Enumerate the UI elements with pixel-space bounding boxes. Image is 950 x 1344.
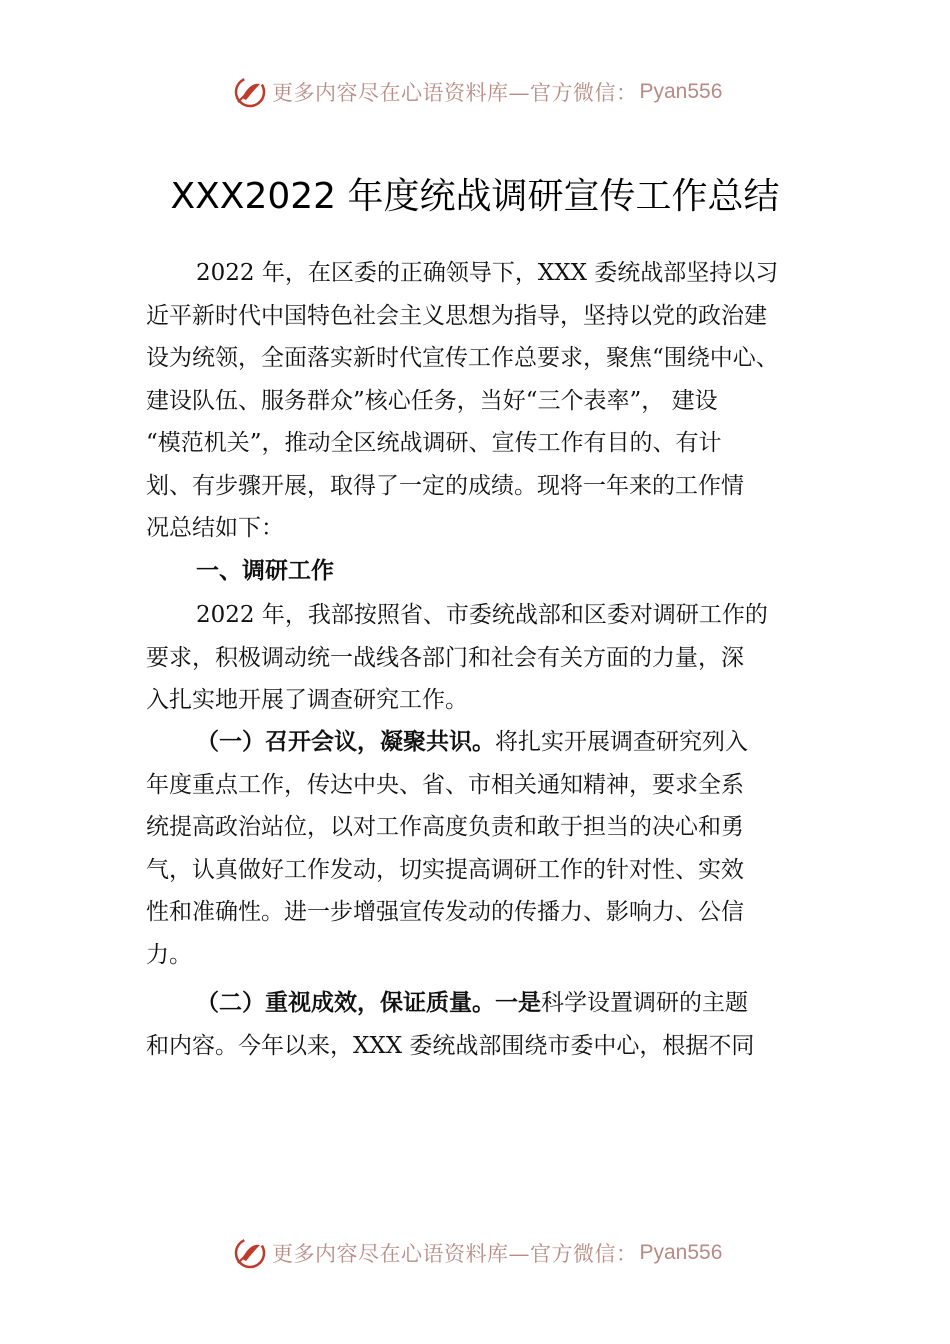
- section-heading: 一、调研工作: [196, 558, 334, 584]
- watermark-text: 更多内容尽在心语资料库—官方微信：: [272, 1242, 638, 1266]
- subsection-2-first-line: [196, 988, 748, 1018]
- document-title: XXX2022 年度统战调研宣传工作总结: [170, 176, 780, 217]
- bottom-watermark-banner: [0, 1233, 950, 1273]
- section1-line: 要求，积极调动统一战线各部门和社会有关方面的力量，深: [146, 645, 744, 671]
- intro-line: 划、有步骤开展，取得了一定的成绩。现将一年来的工作情: [146, 473, 744, 499]
- subsection-2-line: 和内容。今年以来，XXX 委统战部围绕市委中心，根据不同: [146, 1033, 755, 1059]
- intro-line: 况总结如下：: [146, 515, 284, 541]
- watermark-wechat-id: Pyan556: [639, 80, 723, 103]
- subsection-1-line: 力。: [146, 942, 192, 968]
- subsection-2-heading: （二）重视成效，保证质量。: [196, 989, 495, 1016]
- intro-line: 建设队伍、服务群众”核心任务，当好“三个表率”， 建设: [146, 388, 718, 414]
- intro-line: 设为统领，全面落实新时代宣传工作总要求，聚焦“围绕中心、: [146, 345, 779, 371]
- section1-line: 2022 年，我部按照省、市委统战部和区委对调研工作的: [196, 602, 768, 628]
- intro-line: 2022 年，在区委的正确领导下，XXX 委统战部坚持以习: [196, 260, 779, 286]
- subsection-2-lead: 一是: [495, 990, 541, 1016]
- subsection-1-text: 将扎实开展调查研究列入: [495, 729, 748, 755]
- watermark-text: 更多内容尽在心语资料库—官方微信：: [272, 81, 638, 105]
- subsection-1-line: 性和准确性。进一步增强宣传发动的传播力、影响力、公信: [146, 899, 744, 925]
- section1-line: 入扎实地开展了调查研究工作。: [146, 687, 468, 713]
- library-logo-icon: [232, 1235, 268, 1271]
- subsection-1-first-line: [196, 727, 748, 757]
- library-logo-icon: [232, 74, 268, 110]
- subsection-1-line: 气，认真做好工作发动，切实提高调研工作的针对性、实效: [146, 857, 744, 883]
- watermark-wechat-id: Pyan556: [639, 1241, 723, 1264]
- intro-line: “模范机关”，推动全区统战调研、宣传工作有目的、有计: [146, 430, 722, 456]
- intro-line: 近平新时代中国特色社会主义思想为指导，坚持以党的政治建: [146, 303, 767, 329]
- subsection-1-line: 统提高政治站位，以对工作高度负责和敢于担当的决心和勇: [146, 814, 744, 840]
- subsection-1-line: 年度重点工作，传达中央、省、市相关通知精神，要求全系: [146, 772, 744, 798]
- top-watermark-banner: [0, 72, 950, 112]
- subsection-1-heading: （一）召开会议，凝聚共识。: [196, 728, 495, 755]
- subsection-2-text: 科学设置调研的主题: [541, 990, 748, 1016]
